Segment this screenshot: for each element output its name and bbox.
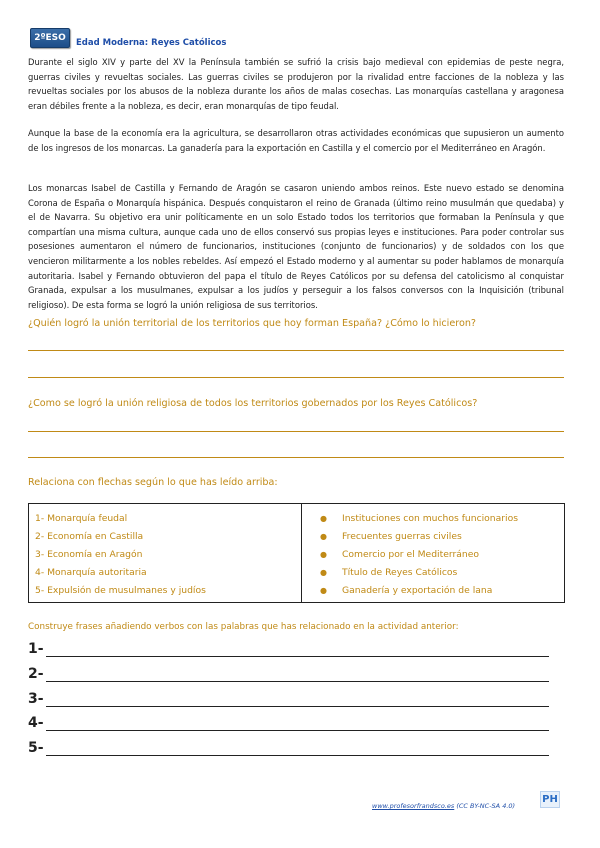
question-territorial-union: ¿Quién logró la unión territorial de los territorios que hoy forman España? ¿Cómo lo hicieron? xyxy=(28,318,477,329)
course-badge: 2ºESO xyxy=(30,28,70,48)
sentence-line[interactable] xyxy=(46,706,549,707)
match-right-label: Instituciones con muchos funcionarios xyxy=(342,513,518,524)
matching-right-column xyxy=(302,504,565,603)
bullet-icon: ● xyxy=(320,550,327,559)
match-right-item[interactable] xyxy=(308,528,558,546)
paragraph-economy: Aunque la base de la economía era la agricultura, se desarrollaron otras actividades económicas que supusieron un aumento de los ingresos de los monarcas. La ganadería para la exportación en Castilla y el comercio por el Mediterráneo en Aragón. xyxy=(28,128,564,153)
answer-line[interactable] xyxy=(28,457,564,458)
match-right-item[interactable] xyxy=(308,564,558,582)
match-left-item[interactable]: 4- Monarquía autoritaria xyxy=(35,567,147,578)
match-right-label: Ganadería y exportación de lana xyxy=(342,585,493,596)
sentence-number: 2- xyxy=(28,666,44,682)
bullet-icon: ● xyxy=(320,568,327,577)
sentence-line[interactable] xyxy=(46,755,549,756)
paragraph-crisis: Durante el siglo XIV y parte del XV la Península también se sufrió la crisis bajo medieval con epidemias de peste negra, guerras civiles y revueltas sociales. Las guerras civiles se produjeron por la rivalidad entre facciones de la nobleza y las revueltas sociales por los abusos de la nobleza durante los años de malas cosechas. Las monarquías castellana y aragonesa eran débiles frente a la nobleza, es decir, eran monarquías de tipo feudal. xyxy=(28,57,564,111)
match-right-label: Frecuentes guerras civiles xyxy=(342,531,462,542)
match-right-label: Comercio por el Mediterráneo xyxy=(342,549,479,560)
instruction-match: Relaciona con flechas según lo que has leído arriba: xyxy=(28,477,278,488)
footer-credit xyxy=(372,802,515,810)
sentence-line[interactable] xyxy=(46,656,549,657)
match-right-item[interactable] xyxy=(308,582,558,600)
paragraph-monarchs: Los monarcas Isabel de Castilla y Fernando de Aragón se casaron uniendo ambos reinos. Este nuevo estado se denomina Corona de España o Monarquía hispánica. Después conquistaron el reino de Granada (último reino musulmán que quedaba) y el de Navarra. Su objetivo era unir políticamente en un solo Estado todos los territorios que formaban la Península y que compartían una misma cultura, aunque cada uno de ellos conservó sus propias leyes e instituciones. Para poder controlar sus posesiones aumentaron el número de funcionarios, instituciones (conjunto de funcionarios) y de soldados con los que vencieron militarmente a los nobles rebeldes. Así empezó el Estado moderno y al aumentar su poder hablamos de monarquía autoritaria. Isabel y Fernando obtuvieron del papa el título de Reyes Católicos por su defensa del catolicismo al conquistar Granada, expulsar a los musulmanes, expulsar a los judíos y perseguir a los falsos conversos con la Inquisición (tribunal religioso). De esta forma se logró la unión religiosa de sus territorios. xyxy=(28,183,564,310)
sentence-number: 5- xyxy=(28,740,44,756)
match-right-item[interactable] xyxy=(308,510,558,528)
match-right-item[interactable] xyxy=(308,546,558,564)
match-right-label: Título de Reyes Católicos xyxy=(342,567,458,578)
bullet-icon: ● xyxy=(320,514,327,523)
sentence-line[interactable] xyxy=(46,730,549,731)
sentence-number: 1- xyxy=(28,641,44,657)
ph-logo-icon: PH xyxy=(540,791,560,808)
match-left-item[interactable]: 3- Economía en Aragón xyxy=(35,549,143,560)
answer-line[interactable] xyxy=(28,431,564,432)
sentence-line[interactable] xyxy=(46,681,549,682)
match-left-item[interactable]: 5- Expulsión de musulmanes y judíos xyxy=(35,585,206,596)
question-religious-union: ¿Como se logró la unión religiosa de todos los territorios gobernados por los Reyes Católicos? xyxy=(28,398,478,409)
sentence-number: 3- xyxy=(28,691,44,707)
bullet-icon: ● xyxy=(320,586,327,595)
match-left-item[interactable]: 1- Monarquía feudal xyxy=(35,513,128,524)
license-text: (CC BY-NC-SA 4.0) xyxy=(456,802,516,810)
sentence-number: 4- xyxy=(28,715,44,731)
instruction-sentences: Construye frases añadiendo verbos con las palabras que has relacionado en la actividad anterior: xyxy=(28,622,459,632)
match-left-item[interactable]: 2- Economía en Castilla xyxy=(35,531,144,542)
answer-line[interactable] xyxy=(28,350,564,351)
website-link[interactable]: www.profesorfrandsco.es xyxy=(372,802,455,810)
page-title: Edad Moderna: Reyes Católicos xyxy=(76,38,227,48)
matching-table xyxy=(28,503,565,603)
answer-line[interactable] xyxy=(28,377,564,378)
matching-left-column xyxy=(29,504,302,603)
bullet-icon: ● xyxy=(320,532,327,541)
